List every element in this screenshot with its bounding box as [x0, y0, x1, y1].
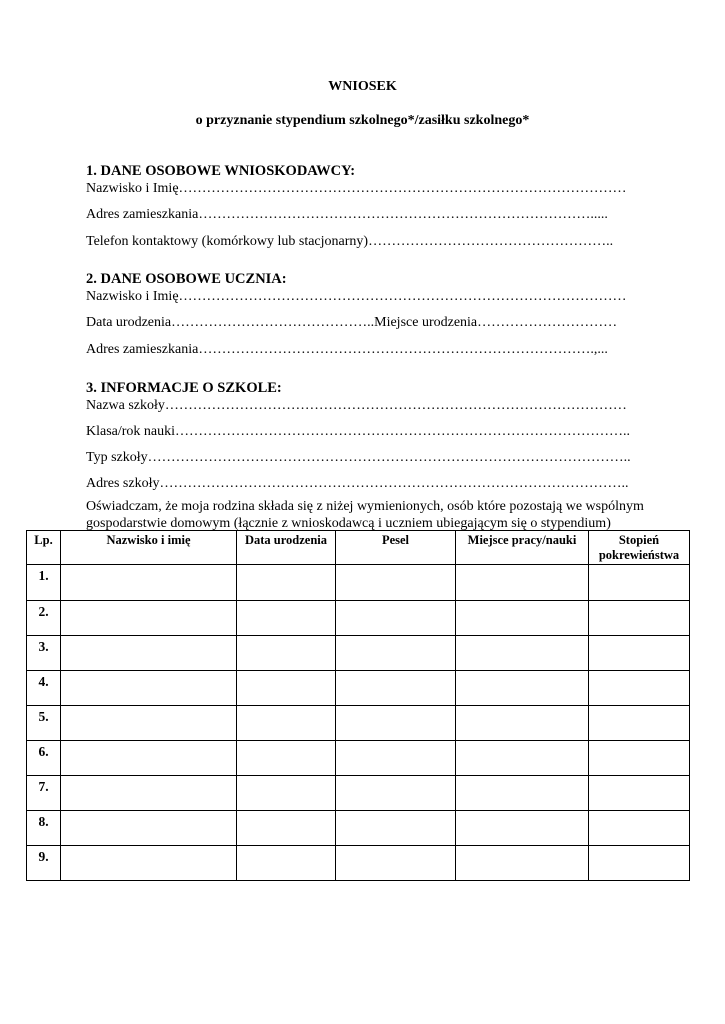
section1-heading: 1. DANE OSOBOWE WNIOSKODAWCY:: [86, 163, 356, 179]
birth-date-cell[interactable]: [237, 846, 336, 881]
header-name: Nazwisko i imię: [61, 531, 237, 565]
household-declaration: Oświadczam, że moja rodzina składa się z niżej wymienionych, osób które pozostają we wspólnym gospodarstwie domowym (łącznie z wnioskodawcą i uczniem ubiegającym się o stypendium): [86, 499, 644, 531]
name-cell[interactable]: [61, 846, 237, 881]
section2-heading: 2. DANE OSOBOWE UCZNIA:: [86, 271, 287, 287]
pesel-cell[interactable]: [336, 741, 456, 776]
kinship-cell[interactable]: [589, 846, 690, 881]
pesel-cell[interactable]: [336, 846, 456, 881]
document-title: WNIOSEK: [328, 79, 397, 94]
birth-date-cell[interactable]: [237, 601, 336, 636]
kinship-cell[interactable]: [589, 565, 690, 601]
row-number: 4.: [27, 671, 61, 706]
workplace-cell[interactable]: [456, 601, 589, 636]
document-subtitle: o przyznanie stypendium szkolnego*/zasiłku szkolnego*: [195, 113, 530, 128]
row-number: 7.: [27, 776, 61, 811]
student-name-field[interactable]: Nazwisko i Imię……………………………………………………………………………………: [86, 289, 627, 304]
kinship-cell[interactable]: [589, 706, 690, 741]
birth-date-cell[interactable]: [237, 776, 336, 811]
student-address-field[interactable]: Adres zamieszkania………………………………………………………………………….,...: [86, 342, 608, 357]
table-row: [27, 846, 690, 881]
school-name-field[interactable]: Nazwa szkoły………………………………………………………………………………………: [86, 398, 627, 413]
table-row: [27, 636, 690, 671]
kinship-cell[interactable]: [589, 601, 690, 636]
birth-date-cell[interactable]: [237, 741, 336, 776]
school-address-field[interactable]: Adres szkoły………………………………………………………………………………………..: [86, 476, 629, 491]
workplace-cell[interactable]: [456, 741, 589, 776]
student-birth-field[interactable]: Data urodzenia……………………………………..Miejsce urodzenia…………………………: [86, 315, 618, 330]
table-row: [27, 671, 690, 706]
pesel-cell[interactable]: [336, 706, 456, 741]
table-row: [27, 776, 690, 811]
table-header-row: [27, 531, 690, 565]
workplace-cell[interactable]: [456, 636, 589, 671]
name-cell[interactable]: [61, 565, 237, 601]
table-row: [27, 706, 690, 741]
row-number: 3.: [27, 636, 61, 671]
kinship-cell[interactable]: [589, 636, 690, 671]
pesel-cell[interactable]: [336, 565, 456, 601]
birth-date-cell[interactable]: [237, 811, 336, 846]
kinship-cell[interactable]: [589, 671, 690, 706]
kinship-cell[interactable]: [589, 776, 690, 811]
applicant-phone-field[interactable]: Telefon kontaktowy (komórkowy lub stacjonarny)……………………………………………..: [86, 234, 614, 249]
row-number: 1.: [27, 565, 61, 601]
name-cell[interactable]: [61, 741, 237, 776]
row-number: 2.: [27, 601, 61, 636]
household-members-table: [26, 530, 690, 881]
birth-date-cell[interactable]: [237, 565, 336, 601]
birth-date-cell[interactable]: [237, 706, 336, 741]
workplace-cell[interactable]: [456, 776, 589, 811]
name-cell[interactable]: [61, 811, 237, 846]
name-cell[interactable]: [61, 706, 237, 741]
kinship-cell[interactable]: [589, 741, 690, 776]
name-cell[interactable]: [61, 636, 237, 671]
row-number: 8.: [27, 811, 61, 846]
row-number: 9.: [27, 846, 61, 881]
kinship-cell[interactable]: [589, 811, 690, 846]
table-row: [27, 601, 690, 636]
pesel-cell[interactable]: [336, 811, 456, 846]
table-row: [27, 811, 690, 846]
workplace-cell[interactable]: [456, 846, 589, 881]
birth-date-cell[interactable]: [237, 671, 336, 706]
section3-heading: 3. INFORMACJE O SZKOLE:: [86, 380, 282, 396]
workplace-cell[interactable]: [456, 565, 589, 601]
applicant-address-field[interactable]: Adres zamieszkania………………………………………………………………………….....: [86, 207, 608, 222]
row-number: 6.: [27, 741, 61, 776]
birth-date-cell[interactable]: [237, 636, 336, 671]
pesel-cell[interactable]: [336, 776, 456, 811]
applicant-name-field[interactable]: Nazwisko i Imię……………………………………………………………………………………: [86, 181, 627, 196]
table-row: [27, 565, 690, 601]
pesel-cell[interactable]: [336, 671, 456, 706]
pesel-cell[interactable]: [336, 601, 456, 636]
header-workplace: Miejsce pracy/nauki: [456, 531, 589, 565]
name-cell[interactable]: [61, 671, 237, 706]
header-pesel: Pesel: [336, 531, 456, 565]
school-class-field[interactable]: Klasa/rok nauki……………………………………………………………………………………..: [86, 424, 631, 439]
name-cell[interactable]: [61, 776, 237, 811]
workplace-cell[interactable]: [456, 811, 589, 846]
pesel-cell[interactable]: [336, 636, 456, 671]
header-kinship: Stopień pokrewieństwa: [589, 531, 690, 565]
row-number: 5.: [27, 706, 61, 741]
table-row: [27, 741, 690, 776]
workplace-cell[interactable]: [456, 706, 589, 741]
workplace-cell[interactable]: [456, 671, 589, 706]
name-cell[interactable]: [61, 601, 237, 636]
header-lp: Lp.: [27, 531, 61, 565]
header-birth-date: Data urodzenia: [237, 531, 336, 565]
school-type-field[interactable]: Typ szkoły…………………………………………………………………………………………..: [86, 450, 631, 465]
